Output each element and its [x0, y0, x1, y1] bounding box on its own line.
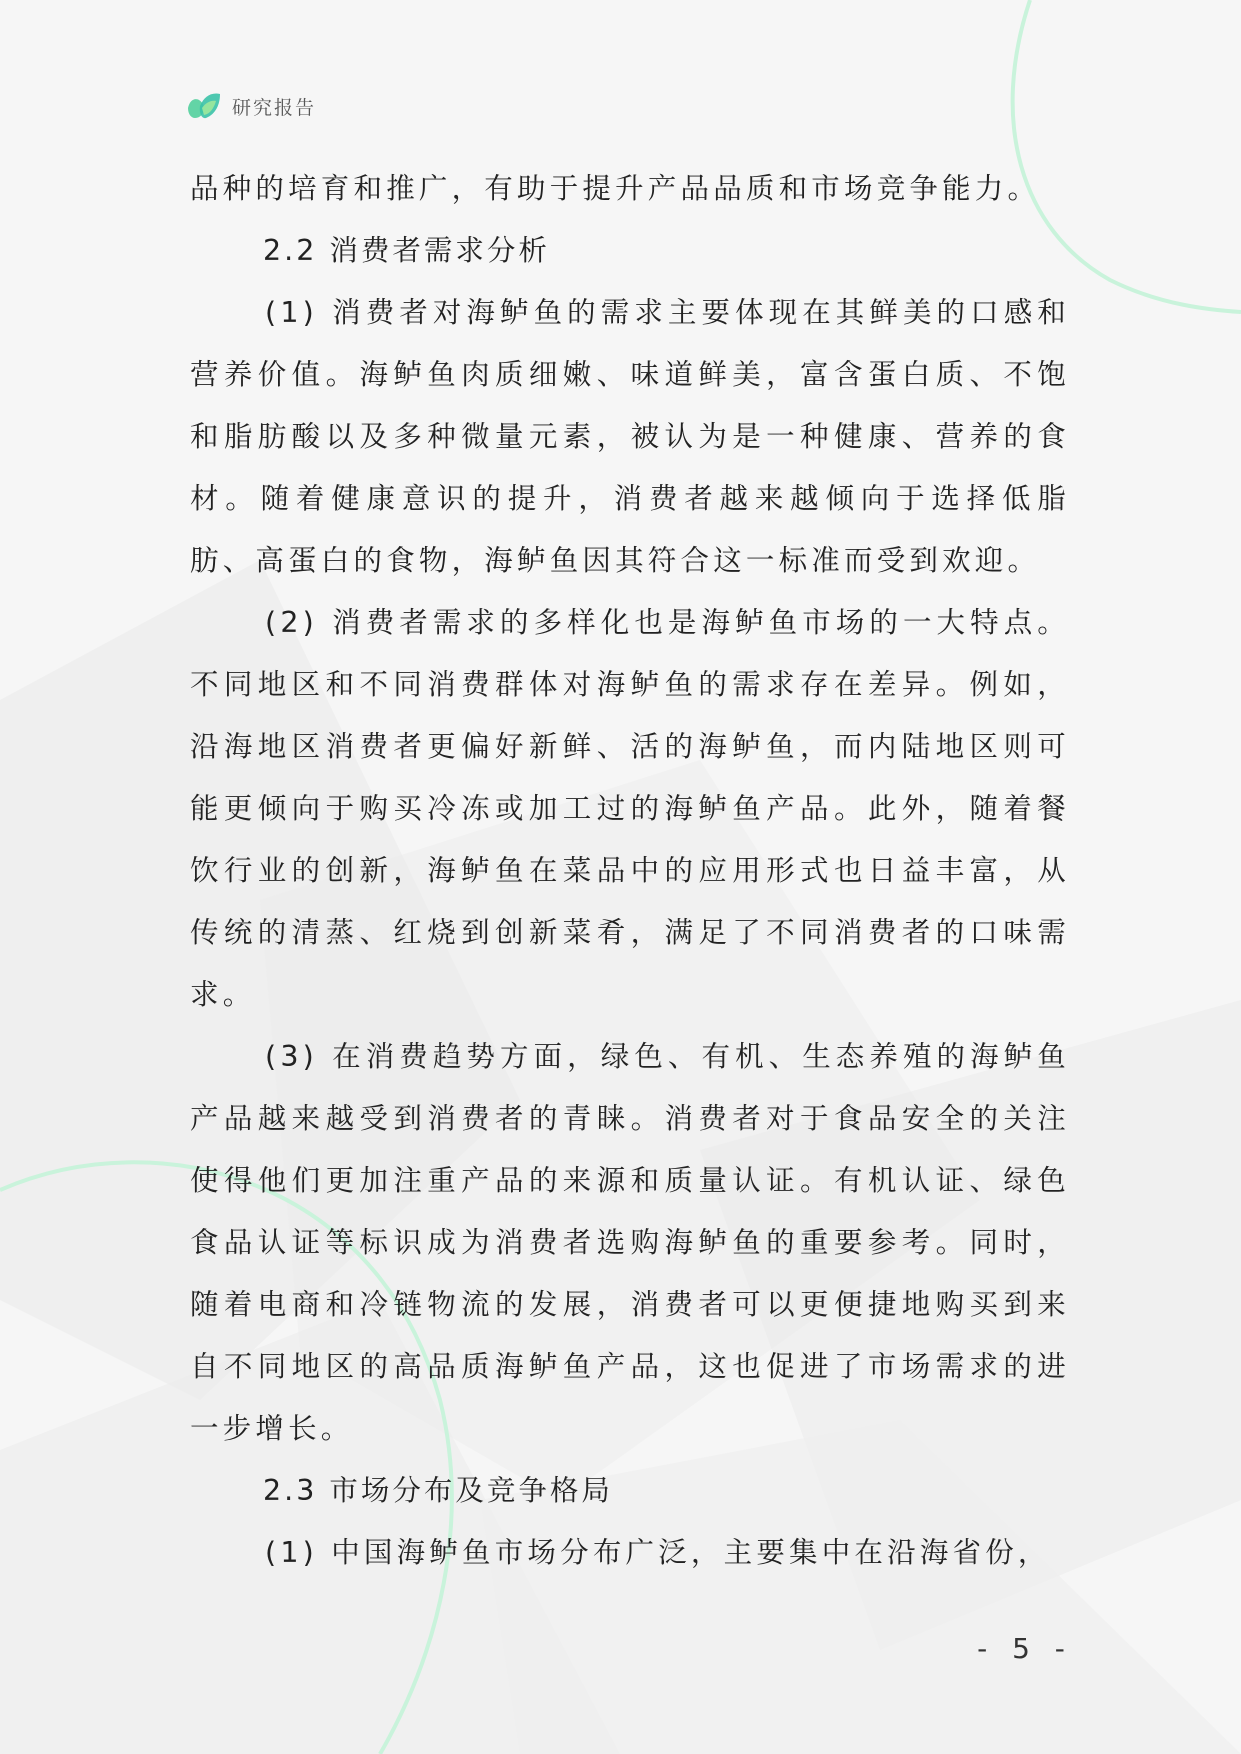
- paragraph-demand-2: (2) 消费者需求的多样化也是海鲈鱼市场的一大特点。不同地区和不同消费群体对海鲈鱼的需求存在差异。例如，沿海地区消费者更偏好新鲜、活的海鲈鱼，而内陆地区则可能更倾向于购买冷冻或加工过的海鲈鱼产品。此外，随着餐饮行业的创新，海鲈鱼在菜品中的应用形式也日益丰富，从传统的清蒸、红烧到创新菜肴，满足了不同消费者的口味需求。: [190, 606, 1070, 1011]
- leaf-logo-icon: [186, 88, 222, 124]
- document-body: [190, 158, 1070, 1584]
- paragraph-market-1: (1) 中国海鲈鱼市场分布广泛，主要集中在沿海省份，: [265, 1536, 1051, 1569]
- continuation-paragraph: 品种的培育和推广，有助于提升产品品质和市场竞争能力。: [190, 172, 1041, 205]
- report-label: 研究报告: [232, 96, 317, 119]
- page-number: - 5 -: [977, 1632, 1073, 1665]
- paragraph-demand-3: (3) 在消费趋势方面，绿色、有机、生态养殖的海鲈鱼产品越来越受到消费者的青睐。消费者对于食品安全的关注使得他们更加注重产品的来源和质量认证。有机认证、绿色食品认证等标识成为消费者选购海鲈鱼的重要参考。同时，随着电商和冷链物流的发展，消费者可以更便捷地购买到来自不同地区的高品质海鲈鱼产品，这也促进了市场需求的进一步增长。: [190, 1040, 1070, 1445]
- report-header: [186, 88, 316, 124]
- paragraph-demand-1: (1) 消费者对海鲈鱼的需求主要体现在其鲜美的口感和营养价值。海鲈鱼肉质细嫩、味道鲜美，富含蛋白质、不饱和脂肪酸以及多种微量元素，被认为是一种健康、营养的食材。随着健康意识的提升，消费者越来越倾向于选择低脂肪、高蛋白的食物，海鲈鱼因其符合这一标准而受到欢迎。: [190, 296, 1070, 577]
- section-heading-2-2: 2.2 消费者需求分析: [263, 234, 550, 267]
- section-heading-2-3: 2.3 市场分布及竞争格局: [263, 1474, 613, 1507]
